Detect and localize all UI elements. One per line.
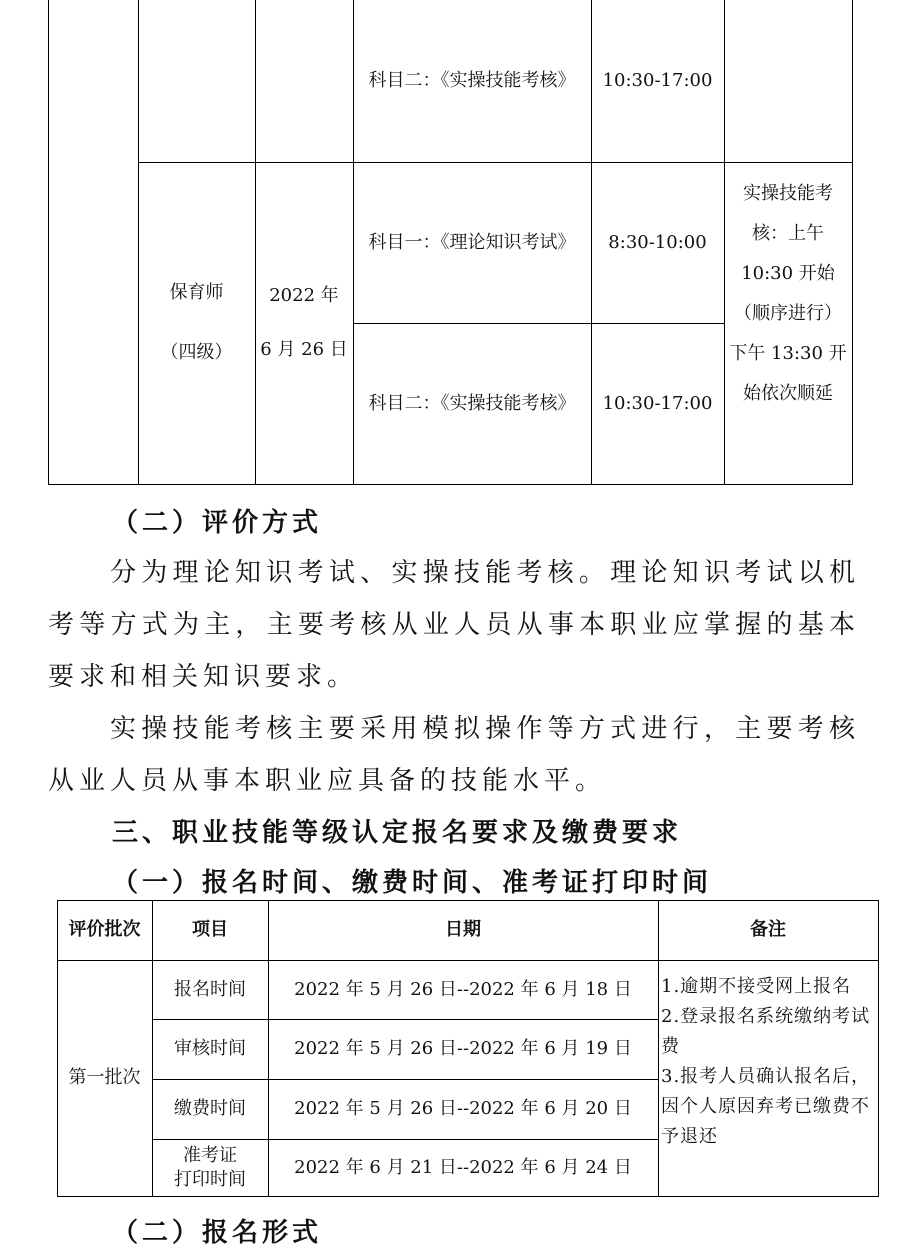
batch-cell: 第一批次 [68, 1067, 141, 1088]
section-subheading-2: （二）报名形式 [112, 1218, 323, 1248]
item-cell [152, 1139, 268, 1196]
note-line: 核：上午 [752, 223, 824, 244]
job-name-cell [138, 162, 255, 484]
note-line: 始依次顺延 [743, 383, 833, 404]
header-item: 项目 [192, 919, 228, 940]
note-item: 3.报考人员确认报名后，因个人原因弃考已缴费不予退还 [661, 1066, 871, 1147]
subject-cell: 科目一：《理论知识考试》 [368, 231, 576, 253]
paragraph-eval-2: 实操技能考核主要采用模拟操作等方式进行，主要考核从业人员从事本职业应具备的技能水平。 [48, 714, 860, 796]
section-heading-eval: （二）评价方式 [112, 508, 323, 538]
date-cell: 2022 年 6 月 21 日--2022 年 6 月 24 日 [294, 1156, 632, 1178]
time-cell: 10:30-17:00 [602, 392, 713, 414]
exam-date-line2: 6 月 26 日 [260, 339, 348, 360]
job-level: （四级） [160, 342, 233, 363]
header-notes: 备注 [750, 919, 786, 940]
subject-cell: 科目二：《实操技能考核》 [368, 70, 576, 91]
subject-cell: 科目二：《实操技能考核》 [368, 392, 576, 414]
note-item: 1.逾期不接受网上报名 [661, 976, 852, 997]
note-line: 10:30 开始 [741, 263, 835, 284]
date-cell: 2022 年 5 月 26 日--2022 年 6 月 19 日 [294, 1038, 632, 1059]
item-cell: 缴费时间 [174, 1098, 246, 1119]
item-cell: 审核时间 [174, 1038, 246, 1059]
section-subheading-1: （一）报名时间、缴费时间、准考证打印时间 [112, 868, 713, 898]
exam-date-line1: 2022 年 [269, 285, 339, 306]
time-cell: 8:30-10:00 [608, 231, 707, 253]
date-cell: 2022 年 5 月 26 日--2022 年 6 月 20 日 [294, 1098, 632, 1119]
date-cell: 2022 年 5 月 26 日--2022 年 6 月 18 日 [294, 978, 632, 1000]
item-line: 打印时间 [174, 1168, 246, 1190]
header-batch: 评价批次 [68, 919, 141, 940]
note-line: 下午 13:30 开 [729, 343, 847, 364]
exam-date-cell [255, 162, 353, 484]
job-name: 保育师 [169, 282, 224, 303]
note-line: （顺序进行） [734, 303, 842, 324]
paragraph-eval-1: 分为理论知识考试、实操技能考核。理论知识考试以机考等方式为主，主要考核从业人员从事本职业应掌握的基本要求和相关知识要求。 [48, 558, 860, 692]
notes-cell [661, 972, 879, 1152]
note-item: 2.登录报名系统缴纳考试费 [661, 1006, 871, 1057]
item-line: 准考证 [183, 1144, 237, 1166]
schedule-note [724, 174, 852, 414]
time-cell: 10:30-17:00 [602, 70, 713, 91]
header-date: 日期 [445, 919, 481, 940]
section-heading-3: 三、职业技能等级认定报名要求及缴费要求 [112, 818, 683, 848]
note-line: 实操技能考 [743, 183, 833, 204]
item-cell: 报名时间 [174, 978, 246, 1000]
